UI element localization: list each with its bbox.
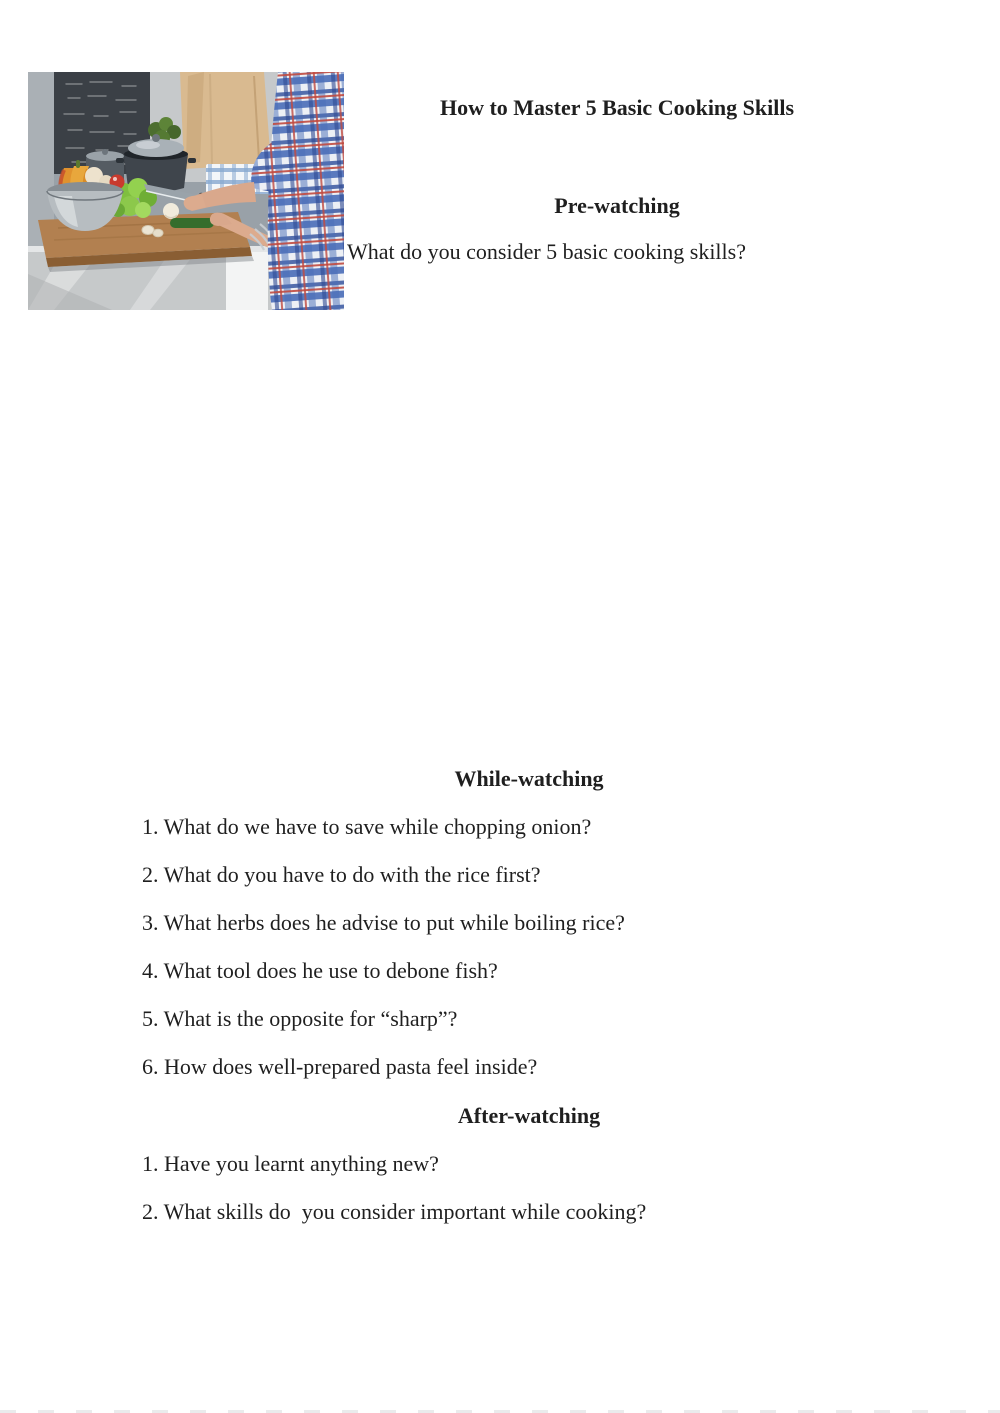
while-question-2: 2. What do you have to do with the rice first? (142, 862, 541, 887)
pre-watching-question: What do you consider 5 basic cooking skills? (347, 239, 746, 264)
while-question-6: 6. How does well-prepared pasta feel inside? (142, 1054, 538, 1079)
after-question-1: 1. Have you learnt anything new? (142, 1151, 439, 1176)
grocery-bag (180, 72, 271, 169)
kitchen-scene-illustration (28, 72, 344, 310)
while-question-3: 3. What herbs does he advise to put while boiling rice? (142, 910, 625, 935)
kitchen-cooking-photo (28, 72, 344, 310)
person-plaid-shirt (268, 72, 344, 310)
cucumber (170, 218, 214, 228)
page-title: How to Master 5 Basic Cooking Skills (439, 95, 795, 120)
while-question-1: 1. What do we have to save while chopping onion? (142, 814, 592, 839)
pre-watching-heading: Pre-watching (554, 193, 680, 218)
while-watching-heading: While-watching (454, 766, 604, 791)
after-question-2: 2. What skills do you consider important while cooking? (142, 1199, 647, 1224)
while-question-4: 4. What tool does he use to debone fish? (142, 958, 498, 983)
while-question-5: 5. What is the opposite for “sharp”? (142, 1006, 458, 1031)
after-watching-heading: After-watching (457, 1103, 601, 1128)
